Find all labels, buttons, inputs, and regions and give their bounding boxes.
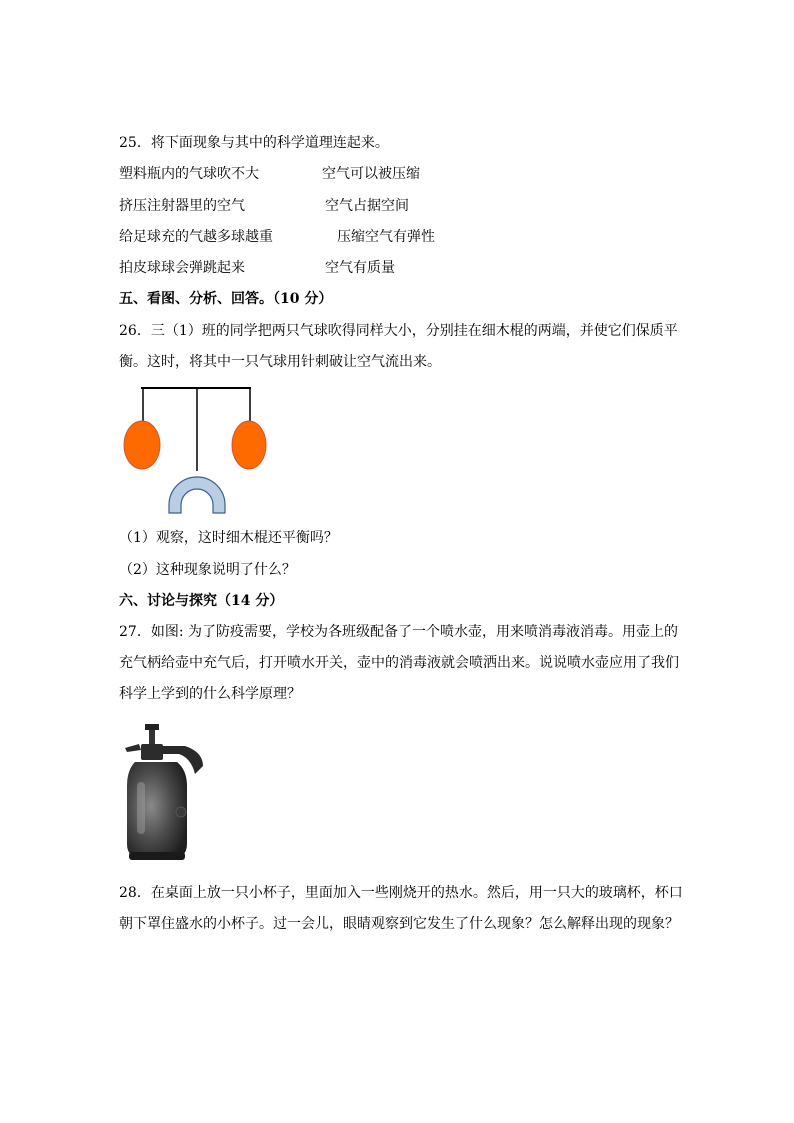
bottle-neck (141, 744, 163, 760)
pump-shaft (149, 730, 155, 744)
q26-sub-question-1: （1）观察，这时细木棍还平衡吗？ (119, 530, 338, 546)
balance-stick-diagram (117, 383, 277, 517)
q26-text-line-2: 衡。这时，将其中一只气球用针刺破让空气流出来。 (119, 354, 441, 370)
nozzle-left (125, 744, 141, 752)
bottle-highlight (137, 782, 145, 834)
left-balloon (124, 421, 160, 469)
section-5-heading: 五、看图、分析、回答。（10 分） (119, 291, 333, 307)
q25-principle-4: 空气有质量 (325, 260, 395, 276)
bottle-valve (176, 807, 186, 817)
q25-phenomenon-1: 塑料瓶内的气球吹不大 (119, 166, 259, 182)
right-balloon (232, 421, 266, 469)
q27-text-line-2: 充气柄给壶中充气后，打开喷水开关，壶中的消毒液就会喷洒出来。说说喷水壶应用了我们 (119, 655, 679, 671)
q25-phenomenon-2: 挤压注射器里的空气 (119, 198, 245, 214)
q26-sub-question-2: （2）这种现象说明了什么？ (119, 562, 296, 578)
q25-phenomenon-4: 拍皮球球会弹跳起来 (119, 260, 245, 276)
q25-principle-1: 空气可以被压缩 (322, 166, 420, 182)
q27-text-line-3: 科学上学到的什么科学原理？ (119, 686, 301, 702)
q26-text-line-1: 26．三（1）班的同学把两只气球吹得同样大小，分别挂在细木棍的两端，并使它们保质平 (119, 323, 678, 339)
bottle-base (129, 852, 185, 860)
section-6-heading: 六、讨论与探究（14 分） (119, 593, 284, 609)
q25-phenomenon-3: 给足球充的气越多球越重 (119, 229, 273, 245)
q27-text-line-1: 27．如图: 为了防疫需要，学校为各班级配备了一个喷水壶，用来喷消毒液消毒。用壶上的 (119, 624, 678, 640)
pump-handle-top (145, 724, 159, 730)
arch-stand (169, 477, 225, 513)
q25-title: 25．将下面现象与其中的科学道理连起来。 (119, 135, 389, 151)
q28-text-line-2: 朝下罩住盛水的小杯子。过一会儿，眼睛观察到它发生了什么现象？怎么解释出现的现象？ (119, 916, 679, 932)
spray-bottle-image (119, 722, 209, 864)
q25-principle-3: 压缩空气有弹性 (337, 229, 435, 245)
q25-principle-2: 空气占据空间 (325, 198, 409, 214)
q28-text-line-1: 28．在桌面上放一只小杯子，里面加入一些刚烧开的热水。然后，用一只大的玻璃杯，杯口 (119, 885, 683, 901)
